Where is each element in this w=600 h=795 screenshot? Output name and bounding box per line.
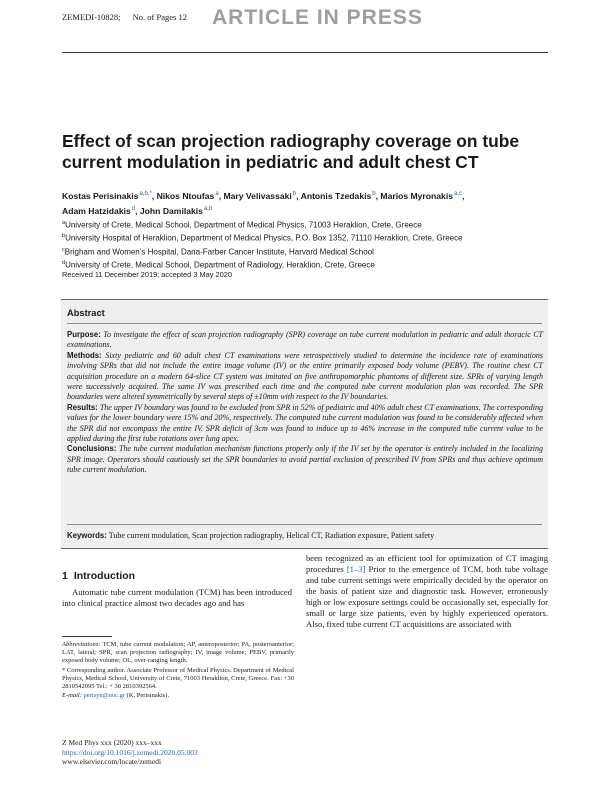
abstract-box (61, 299, 548, 549)
doi-link[interactable]: https://doi.org/10.1016/j.zemedi.2020.05.003 (62, 747, 198, 757)
received-dates: Received 11 December 2019; accepted 3 May 2020 (62, 270, 232, 279)
section-heading-introduction: 1 Introduction (62, 570, 136, 582)
email-footnote: E-mail: perisyn@uoc.gr (K. Perisinakis). (62, 692, 170, 700)
abstract-heading: Abstract (67, 308, 105, 318)
abbreviations-footnote: Abbreviations: TCM, tube current modulation; AP, anteroposterior; PA, posteroanterior; LAT, lateral; SPR, scan projection radiography; IV, image volume; PEBV, primarily exposed body volume; OL, over-ranging length. (62, 641, 294, 665)
abstract-methods: Methods: Sixty pediatric and 60 adult chest CT examinations were retrospectively studied to determine the incidence rate of examinations involving SPRs that did not include the entire image volume (IV) or the entire primarily exposed body volume (PEBV). The routine chest CT acquisition procedure on a modern 64-slice CT system was imitated on five anthropomorphic phantoms of different size. SPRs of varying length were successively acquired. The same IV was prescribed each time and the computed tube current modulation plan was recorded. The SPR boundaries were altered symmetrically by several steps of ±10mm with respect to the IV boundaries. (67, 350, 543, 402)
keywords-divider (67, 524, 542, 525)
keywords: Keywords: Tube current modulation, Scan projection radiography, Helical CT, Radiation exposure, Patient safety (67, 531, 435, 540)
page-footer (62, 738, 198, 767)
affiliation: $^a$University of Crete, Medical School, Department of Medical Physics, 71003 Heraklion, Crete, Greece (62, 220, 422, 230)
affiliations (62, 218, 548, 271)
intro-left-column: Automatic tube current modulation (TCM) has been introduced into clinical practice almost two decades ago and has (62, 587, 292, 608)
author[interactable]: John Damilakis$^{a,b}$ (139, 205, 213, 216)
running-header (62, 8, 548, 28)
article-id: ZEMEDI-10828; (62, 12, 121, 22)
abstract-conclusions: Conclusions: The tube current modulation mechanism functions properly only if the IV set by the operator is entirely included in the localizing SPR image. Operators should cautiously set the SPR boundaries to avoid partial exclusion of prescribed IV from SPRs and thus achieve optimum tube current modulation. (67, 444, 544, 475)
author[interactable]: Antonis Tzedakis$^b$, (300, 190, 379, 201)
corresponding-author-footnote: * Corresponding author. Associate Professor of Medical Physics. Department of Medical Physics, Medical School, University of Crete, 71003 Heraklion, Crete, Greece. Fax: +30 2810542095 Tel.: + 30 2810392564. (62, 666, 294, 691)
author[interactable]: Kostas Perisinakis$^{a,b,*}$, (62, 190, 155, 201)
journal-site[interactable]: www.elsevier.com/locate/zemedi (62, 757, 162, 766)
page-count: No. of Pages 12 (132, 12, 187, 22)
abstract-results: Results: The upper IV boundary was found to be excluded from SPR in 52% of pediatric and 40% adult chest CT examinations. The corresponding values for the lower boundary were 15% and 20%, respectively. The computed tube current modulation was found to be considerably affected when the SPR did not encompass the entire IV. SPR deficit of 3cm was found to induce up to 46% increase in the computed tube current value to be applied during the first tube rotations over lung apex. (67, 402, 544, 444)
author[interactable]: Marios Myronakis$^{a,c}$, (380, 190, 465, 201)
footnotes (62, 641, 294, 701)
article-in-press-banner: ARTICLE IN PRESS (212, 6, 423, 29)
author-list (62, 188, 548, 218)
citation-link[interactable]: [1–3] (346, 564, 366, 574)
footnote-divider (62, 636, 112, 637)
affiliation: $^b$University Hospital of Heraklion, Department of Medical Physics, P.O. Box 1352, 71110 Heraklion, Crete, Greece (62, 233, 463, 244)
abstract-divider (67, 323, 542, 324)
affiliation: $^c$Brigham and Women’s Hospital, Dana-Farber Cancer Institute, Harvard Medical School (62, 246, 374, 257)
abstract-body (67, 330, 543, 476)
intro-right-column: been recognized as an efficient tool for optimization of CT imaging procedures [1–3] Prior to the emergence of TCM, both tube voltage and tube current settings were empirically decided by the operator on the basis of patient size and diagnostic task. However, erroneously high or low exposure settings could be occasionally set, especially for small or large size patients, even by highly experienced operators. Also, fixed tube current CT acquisitions are associated with (306, 553, 548, 629)
article-title: Effect of scan projection radiography coverage on tube current modulation in pediatric and adult chest CT (62, 131, 520, 172)
author[interactable]: Mary Velivassaki$^b$, (223, 190, 299, 201)
affiliation: $^d$University of Crete, Medical School, Department of Radiology, Heraklion, Crete, Greece (62, 260, 375, 270)
journal-citation: Z Med Phys xxx (2020) xxx–xxx (62, 738, 162, 747)
header-meta (62, 12, 197, 22)
author[interactable]: Adam Hatzidakis$^d$, (62, 205, 138, 216)
author[interactable]: Nikos Ntoufas$^a$, (156, 190, 222, 201)
abstract-purpose: Purpose: To investigate the effect of scan projection radiography (SPR) coverage on tube current modulation in pediatric and adult thoracic CT examinations. (67, 330, 543, 350)
header-divider (62, 52, 548, 53)
email-link[interactable]: perisyn@uoc.gr (83, 692, 126, 700)
